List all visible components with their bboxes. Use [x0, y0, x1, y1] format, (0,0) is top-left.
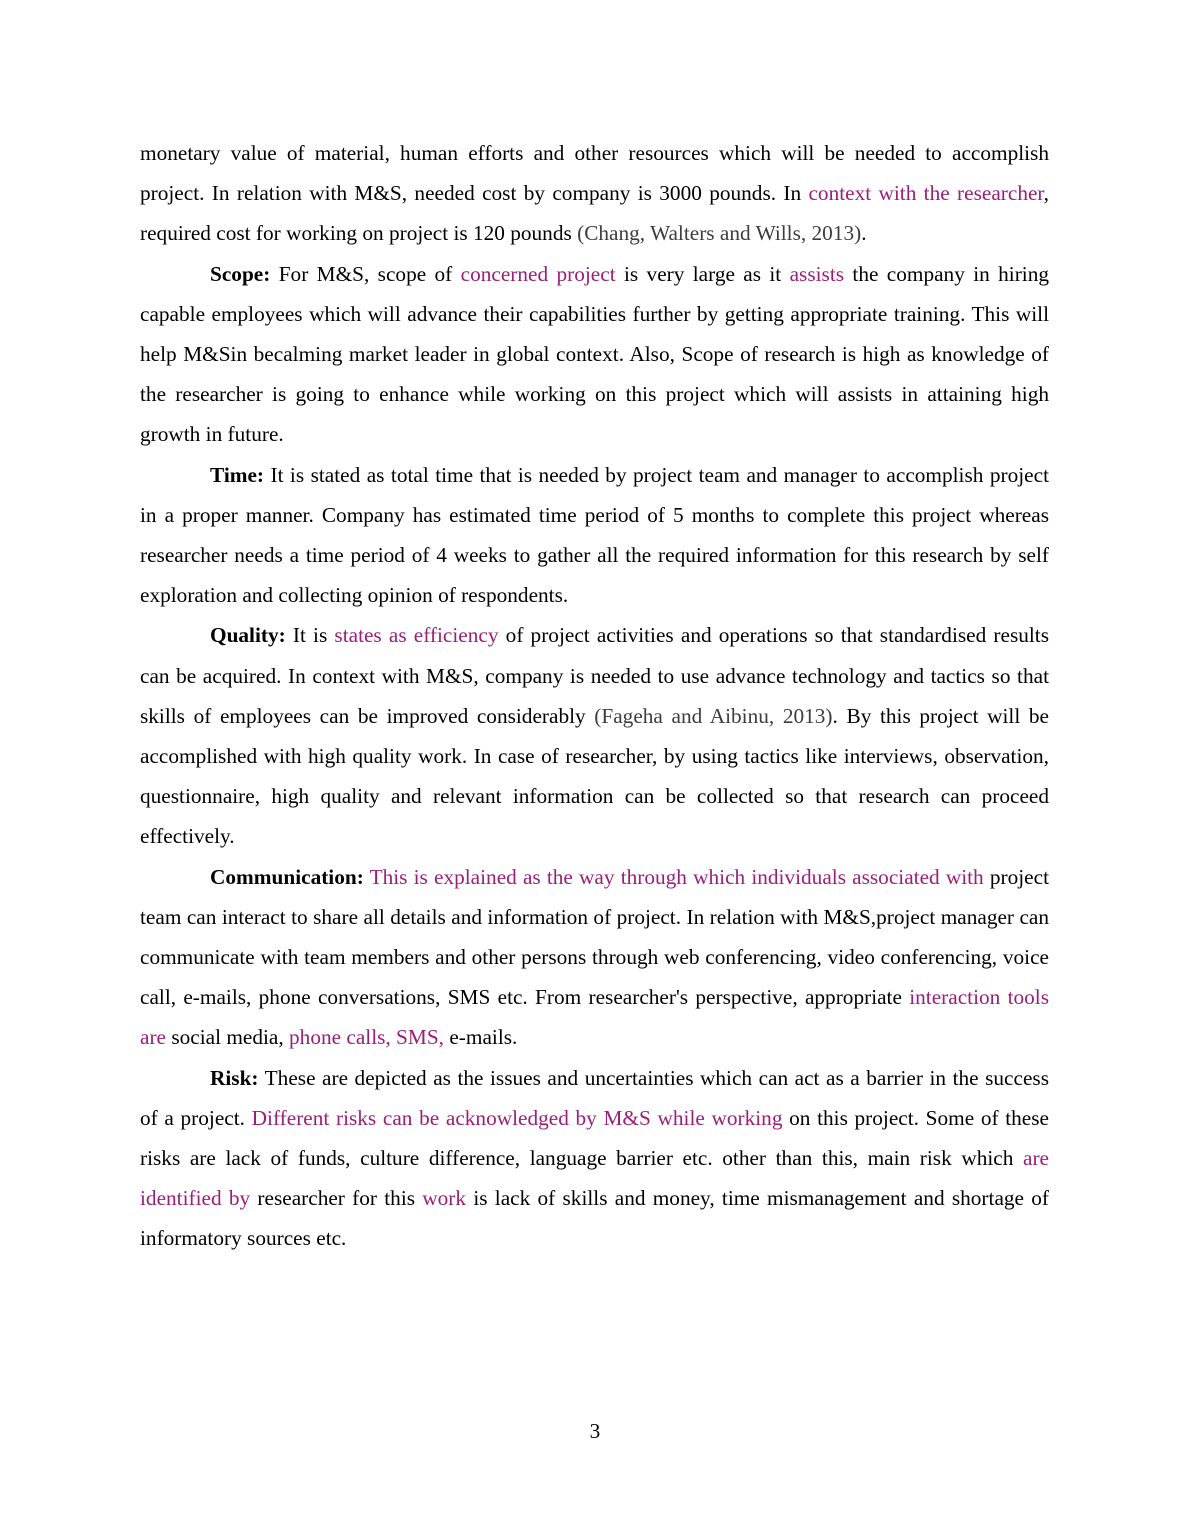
quality-heading: Quality: — [210, 623, 286, 648]
paragraph-cost: monetary value of material, human efforts and other resources which will be needed to accomplish project. In relation with M&S, needed cost by company is 3000 pounds. In context with the researcher, required cost for working on project is 120 pounds (Chang, Walters and Wills, 2013). — [140, 141, 1049, 246]
highlighted-text: This is explained as the way through which individuals associated with — [369, 864, 984, 889]
paragraph-scope: Scope: For M&S, scope of concerned project is very large as it assists the company in hiring capable employees which will advance their capabilities further by getting appropriate training. This will help M&Sin becalming market leader in global context. Also, Scope of research is high as knowledge of the researcher is going to enhance while working on this project which will assists in attaining high growth in future. — [140, 261, 1050, 447]
page-number: 3 — [589, 1419, 601, 1443]
time-heading: Time: — [210, 462, 265, 487]
citation: (Chang, Walters and Wills, 2013) — [577, 221, 862, 246]
citation: (Fageha and Aibinu, 2013) — [594, 703, 833, 728]
highlighted-text: work — [422, 1186, 467, 1211]
highlighted-text: phone calls, SMS, — [289, 1025, 445, 1050]
highlighted-text: states as efficiency — [334, 623, 499, 648]
risk-heading: Risk: — [210, 1065, 259, 1090]
highlighted-text: are identified by — [140, 1146, 1049, 1211]
paragraph-time: Time: It is stated as total time that is needed by project team and manager to accomplish project in a proper manner. Company has estimated time period of 5 months to complete this project whereas researcher needs a time period of 4 weeks to gather all the required information for this research by self exploration and collecting opinion of respondents. — [140, 462, 1049, 608]
highlighted-text: assists — [789, 261, 845, 286]
highlighted-text: context with the researcher — [808, 181, 1044, 206]
highlighted-text: interaction tools are — [140, 985, 1049, 1050]
highlighted-text: Different risks can be acknowledged by M&S while working — [251, 1105, 783, 1130]
scope-heading: Scope: — [210, 261, 271, 286]
communication-heading: Communication: — [210, 864, 364, 889]
highlighted-text: concerned project — [460, 261, 616, 286]
document-body — [140, 133, 1049, 1259]
paragraph-risk: Risk: These are depicted as the issues and uncertainties which can act as a barrier in the success of a project. Different risks can be acknowledged by M&S while working on this project. Some of these risks are lack of funds, culture difference, language barrier etc. other than this, main risk which are identified by researcher for this work is lack of skills and money, time mismanagement and shortage of informatory sources etc. — [140, 1065, 1049, 1251]
paragraph-communication: Communication: This is explained as the way through which individuals associated with project team can interact to share all details and information of project. In relation with M&S,project manager can communicate with team members and other persons through web conferencing, video conferencing, voice call, e-mails, phone conversations, SMS etc. From researcher's perspective, appropriate interaction tools are social media, phone calls, SMS, e-mails. — [140, 864, 1049, 1050]
paragraph-quality: Quality: It is states as efficiency of project activities and operations so that standardised results can be acquired. In context with M&S, company is needed to use advance technology and tactics so that skills of employees can be improved considerably (Fageha and Aibinu, 2013). By this project will be accomplished with high quality work. In case of researcher, by using tactics like interviews, observation, questionnaire, high quality and relevant information can be collected so that research can proceed effectively. — [140, 623, 1050, 849]
